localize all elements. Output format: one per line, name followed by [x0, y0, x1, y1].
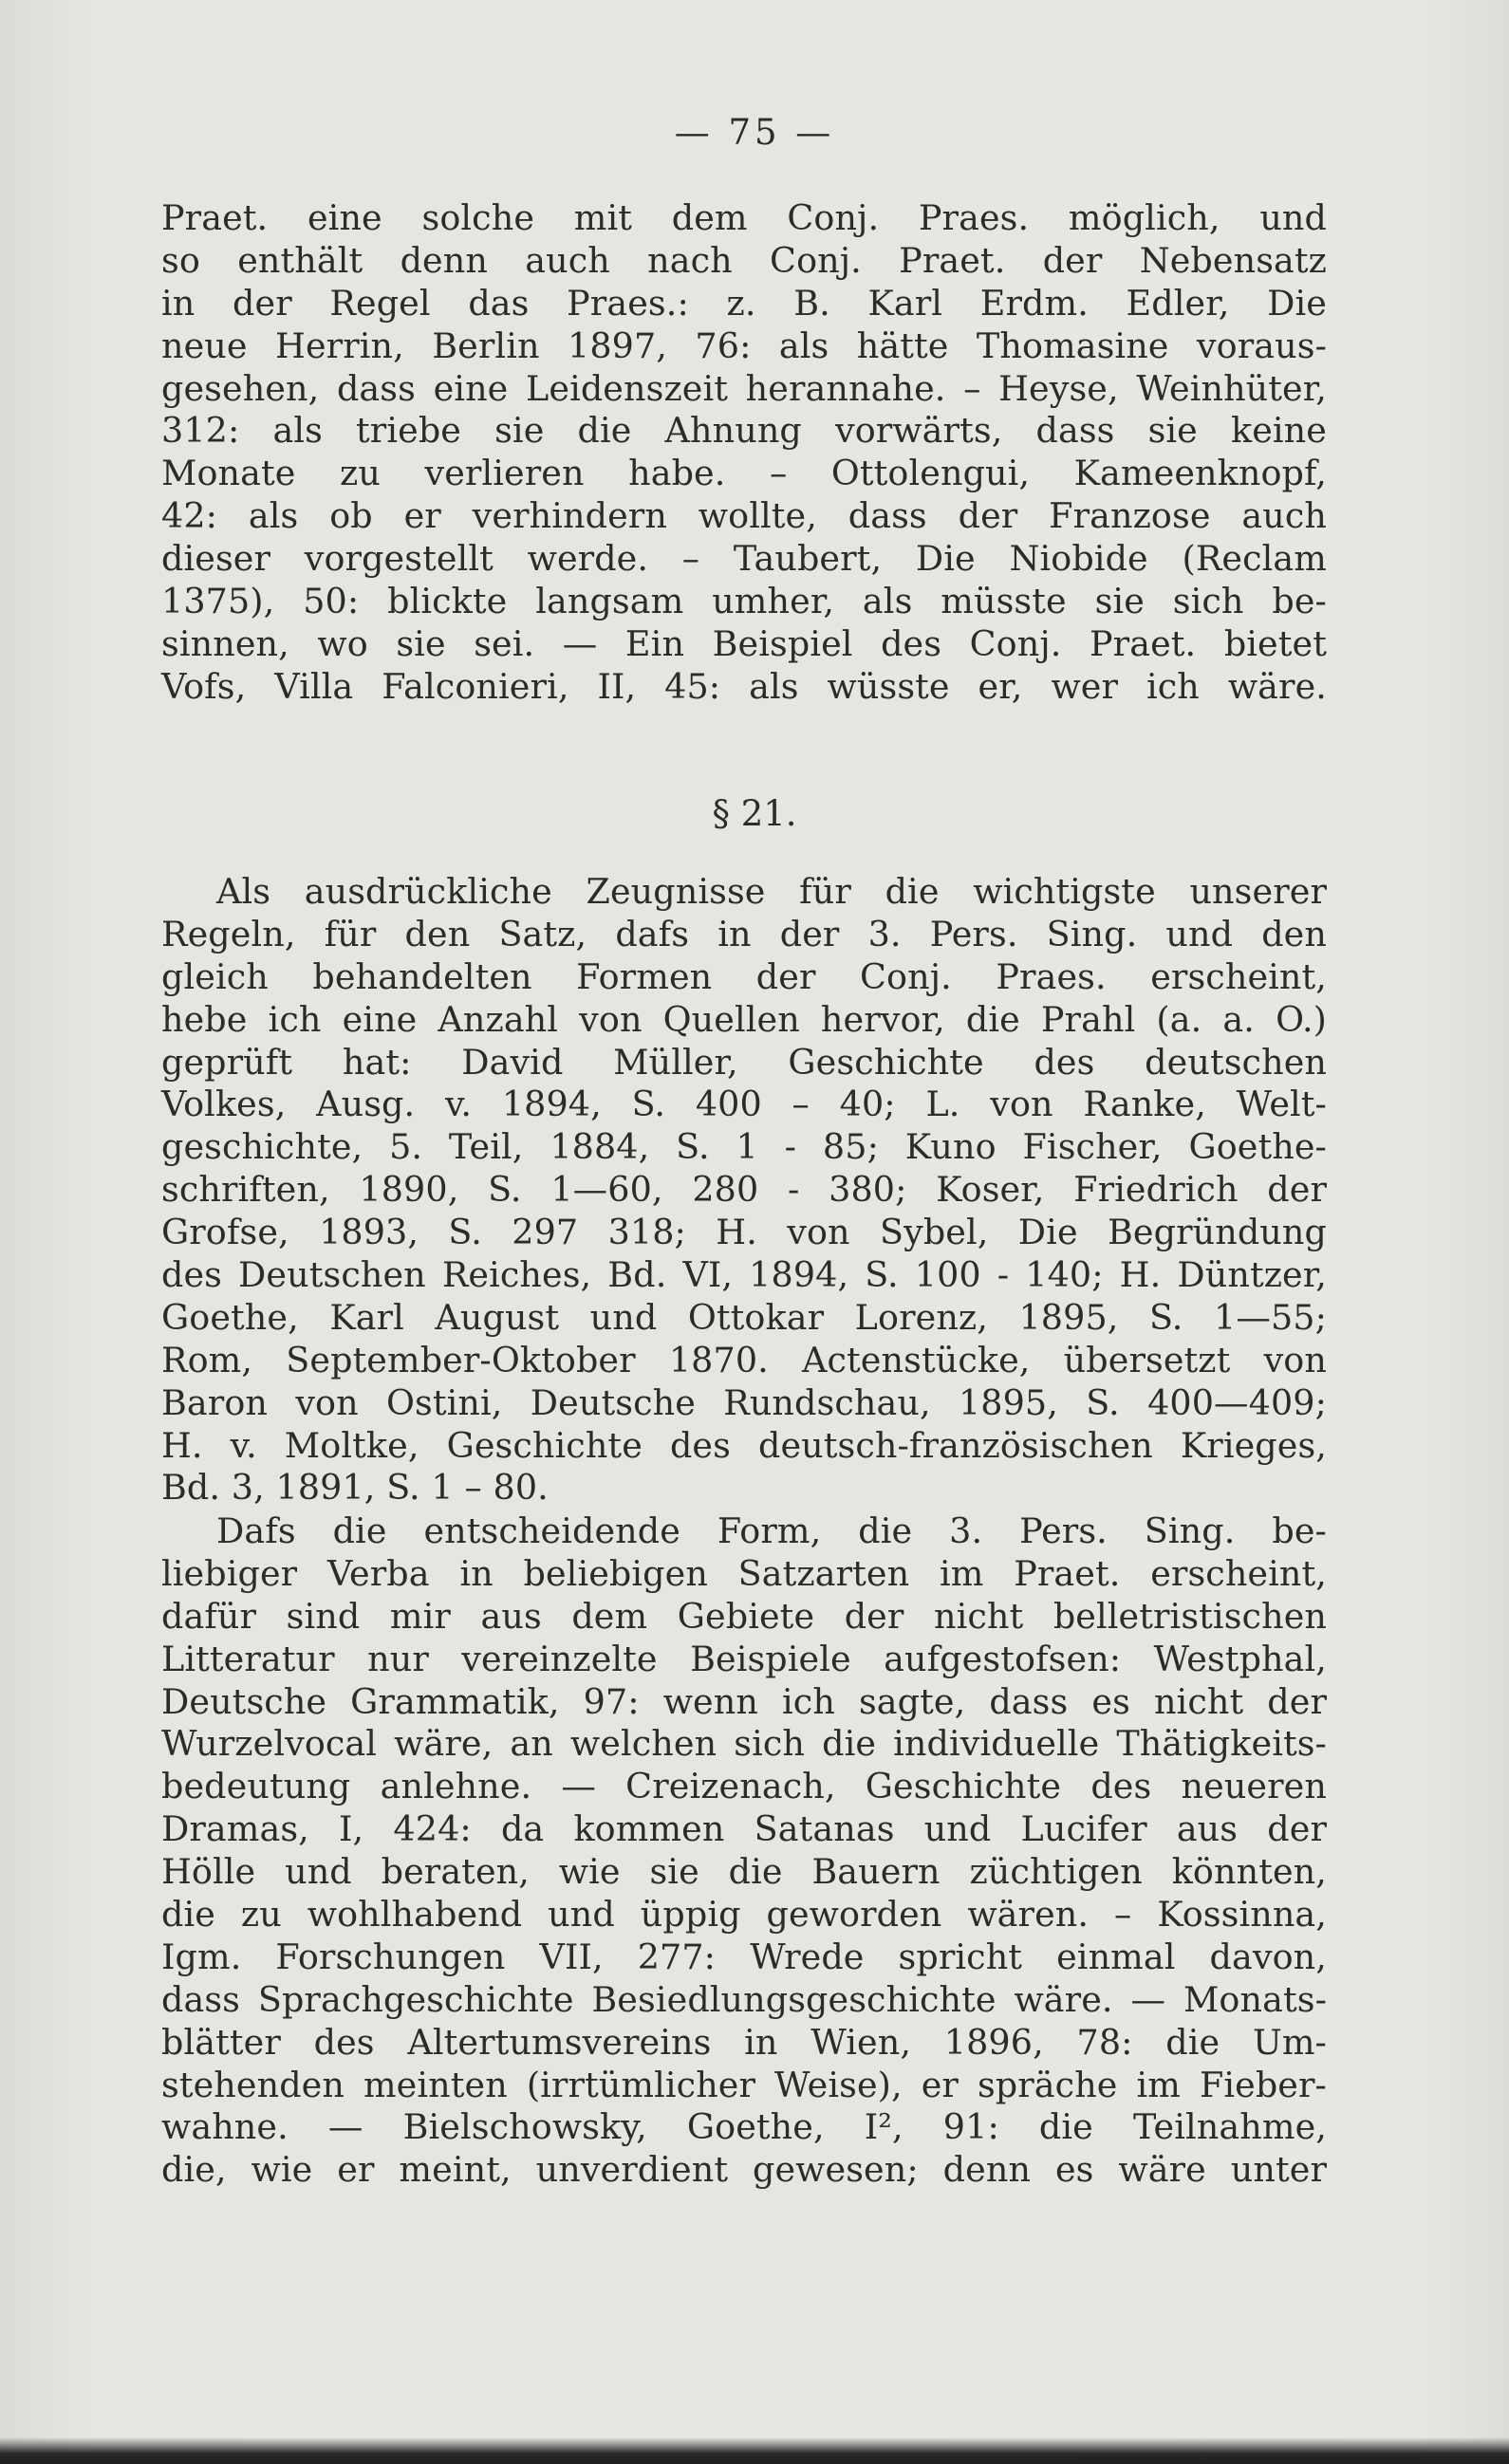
text-line: Vofs, Villa Falconieri, II, 45: als wüsste er, wer ich wäre. [161, 665, 1327, 707]
text-line: Igm. Forschungen VII, 277: Wrede spricht einmal davon, [161, 1936, 1327, 1977]
text-line: Grofse, 1893, S. 297 318; H. von Sybel, Die Begründung [161, 1212, 1327, 1253]
text-line: die zu wohlhabend und üppig geworden wären. – Kossinna, [161, 1894, 1327, 1936]
text-line: liebiger Verba in beliebigen Satzarten im Praet. erscheint, [161, 1552, 1327, 1594]
section-heading: § 21. [712, 793, 797, 834]
text-line: geschichte, 5. Teil, 1884, S. 1 - 85; Kuno Fischer, Goethe- [161, 1126, 1327, 1168]
text-line: wahne. — Bielschowsky, Goethe, I², 91: die Teilnahme, [161, 2106, 1327, 2148]
text-line: dass Sprachgeschichte Besiedlungsgeschichte wäre. — Monats- [161, 1978, 1327, 2020]
text-line: 312: als triebe sie die Ahnung vorwärts, dass sie keine [161, 410, 1327, 452]
text-line: in der Regel das Praes.: z. B. Karl Erdm. Edler, Die [161, 282, 1327, 324]
text-line: dafür sind mir aus dem Gebiete der nicht belletristischen [161, 1595, 1327, 1637]
text-line: die, wie er meint, unverdient gewesen; denn es wäre unter [161, 2149, 1327, 2191]
text-line: Wurzelvocal wäre, an welchen sich die individuelle Thätigkeits- [161, 1723, 1327, 1765]
text-line: schriften, 1890, S. 1—60, 280 - 380; Koser, Friedrich der [161, 1169, 1327, 1211]
text-line: Goethe, Karl August und Ottokar Lorenz, 1895, S. 1—55; [161, 1296, 1327, 1338]
text-line: 1375), 50: blickte langsam umher, als müsste sie sich be- [161, 581, 1327, 622]
text-line: stehenden meinten (irrtümlicher Weise), er spräche im Fieber- [161, 2064, 1327, 2105]
text-line: sinnen, wo sie sei. — Ein Beispiel des Conj. Praet. bietet [161, 622, 1327, 664]
text-line: H. v. Moltke, Geschichte des deutsch-französischen Krieges, [161, 1424, 1327, 1466]
text-line: bedeutung anlehne. — Creizenach, Geschichte des neueren [161, 1766, 1327, 1807]
text-line: so enthält denn auch nach Conj. Praet. der Nebensatz [161, 239, 1327, 281]
text-line: Monate zu verlieren habe. – Ottolengui, Kameenknopf, [161, 453, 1327, 494]
text-line: Litteratur nur vereinzelte Beispiele aufgestofsen: Westphal, [161, 1638, 1327, 1679]
text-line: gesehen, dass eine Leidenszeit herannahe. – Heyse, Weinhüter, [161, 367, 1327, 409]
page-bottom-shadow [0, 2437, 1509, 2464]
text-line: gleich behandelten Formen der Conj. Praes. erscheint, [161, 955, 1327, 997]
text-line: Deutsche Grammatik, 97: wenn ich sagte, dass es nicht der [161, 1680, 1327, 1722]
text-line: Rom, September-Oktober 1870. Actenstücke, übersetzt von [161, 1339, 1327, 1380]
text-line: Dafs die entscheidende Form, die 3. Pers. Sing. be- [216, 1510, 1327, 1551]
text-line: hebe ich eine Anzahl von Quellen hervor, die Prahl (a. a. O.) [161, 998, 1327, 1040]
text-line: des Deutschen Reiches, Bd. VI, 1894, S. 100 - 140; H. Düntzer, [161, 1254, 1327, 1296]
text-line: Dramas, I, 424: da kommen Satanas und Lucifer aus der [161, 1808, 1327, 1850]
text-line: Praet. eine solche mit dem Conj. Praes. möglich, und [161, 197, 1327, 238]
text-line: blätter des Altertumsvereins in Wien, 1896, 78: die Um- [161, 2021, 1327, 2063]
text-line: Volkes, Ausg. v. 1894, S. 400 – 40; L. von Ranke, Welt- [161, 1084, 1327, 1125]
text-line: Als ausdrückliche Zeugnisse für die wichtigste unserer [216, 871, 1327, 912]
paragraph-3 [161, 1510, 1327, 2192]
page-number: — 75 — [674, 112, 835, 153]
text-line: Hölle und beraten, wie sie die Bauern züchtigen könnten, [161, 1851, 1327, 1893]
text-line: 42: als ob er verhindern wollte, dass der Franzose auch [161, 495, 1327, 537]
paragraph-2 [161, 871, 1327, 1510]
text-line: geprüft hat: David Müller, Geschichte des deutschen [161, 1041, 1327, 1083]
text-line: dieser vorgestellt werde. – Taubert, Die Niobide (Reclam [161, 538, 1327, 580]
text-line: Bd. 3, 1891, S. 1 – 80. [161, 1467, 549, 1509]
text-line: neue Herrin, Berlin 1897, 76: als hätte Thomasine voraus- [161, 324, 1327, 366]
text-line: Baron von Ostini, Deutsche Rundschau, 1895, S. 400—409; [161, 1381, 1327, 1423]
text-line: Regeln, für den Satz, dafs in der 3. Pers. Sing. und den [161, 913, 1327, 954]
paragraph-1 [161, 197, 1327, 709]
